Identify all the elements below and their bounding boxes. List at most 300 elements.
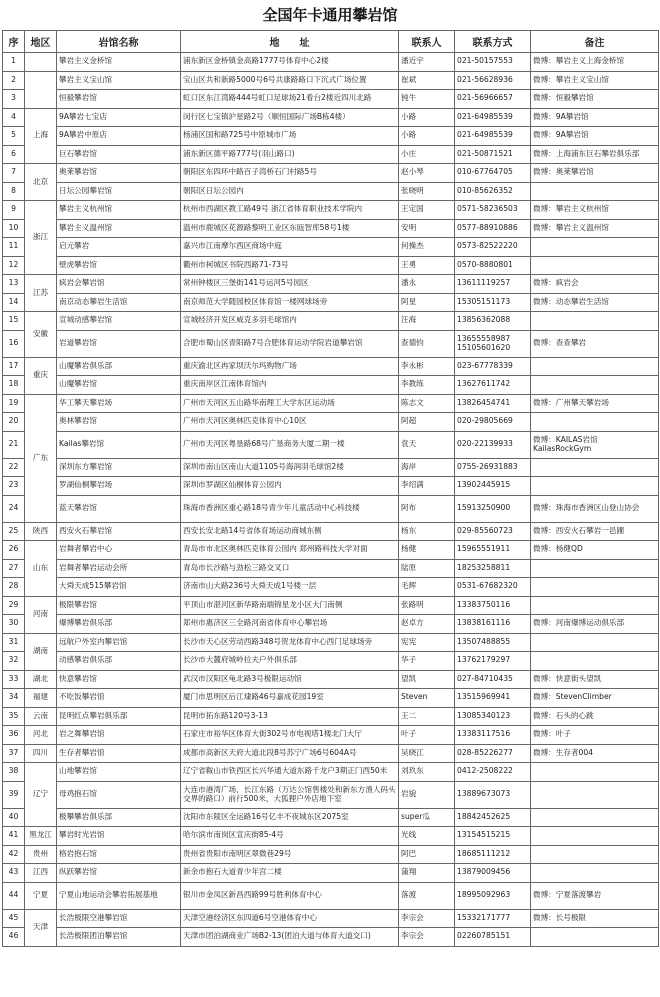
row-number: 29 xyxy=(3,596,25,615)
region-cell: 山东 xyxy=(25,541,57,597)
gym-name: 昆明红点攀岩俱乐部 xyxy=(57,707,181,726)
gym-name: 快意攀岩馆 xyxy=(57,670,181,689)
contact-person: 王二 xyxy=(399,707,455,726)
gym-name: 恒毅攀岩馆 xyxy=(57,90,181,109)
gym-address: 重庆渝北区冉家坝沃尔玛购物广场 xyxy=(181,357,399,376)
table-row xyxy=(3,596,659,615)
note-cell xyxy=(531,312,659,331)
contact-person: 钝牛 xyxy=(399,90,455,109)
gym-name: 山地攀岩馆 xyxy=(57,763,181,782)
note-cell: 微博：StevenClimber xyxy=(531,689,659,708)
note-cell xyxy=(531,458,659,477)
row-number: 23 xyxy=(3,477,25,496)
row-number: 30 xyxy=(3,615,25,634)
contact-person: 李永彬 xyxy=(399,357,455,376)
gym-name: 壁虎攀岩馆 xyxy=(57,256,181,275)
contact-person: 叶子 xyxy=(399,726,455,745)
region-cell: 上海 xyxy=(25,108,57,164)
gym-name: 长浩极限团泊攀岩馆 xyxy=(57,928,181,947)
gym-address: 济南市山大路236号大舜天成1号楼一层 xyxy=(181,578,399,597)
contact-phone: 021-50871521 xyxy=(455,145,531,164)
contact-person: 望凯 xyxy=(399,670,455,689)
gym-address: 温州市鹿城区花源路黎明工业区东瓯智库58号1楼 xyxy=(181,219,399,238)
note-cell xyxy=(531,357,659,376)
contact-phone: 0412-2508222 xyxy=(455,763,531,782)
contact-person: 王定国 xyxy=(399,201,455,220)
note-cell: 微博：杨健QD xyxy=(531,541,659,560)
table-row xyxy=(3,864,659,883)
note-cell xyxy=(531,652,659,671)
table-row xyxy=(3,633,659,652)
gym-name: 9A攀岩七宝店 xyxy=(57,108,181,127)
table-row xyxy=(3,458,659,477)
region-cell xyxy=(25,71,57,108)
region-cell: 贵州 xyxy=(25,845,57,864)
row-number: 43 xyxy=(3,864,25,883)
region-cell: 河南 xyxy=(25,596,57,633)
table-row xyxy=(3,71,659,90)
contact-person: 阿超 xyxy=(399,413,455,432)
gym-name: 爆博攀岩俱乐部 xyxy=(57,615,181,634)
contact-person: 蒲翔 xyxy=(399,864,455,883)
gym-address: 广州市天河区奥林匹克体育中心10区 xyxy=(181,413,399,432)
contact-phone: 13889673073 xyxy=(455,781,531,808)
row-number: 19 xyxy=(3,394,25,413)
contact-phone: 027-84710435 xyxy=(455,670,531,689)
contact-phone: 13826454741 xyxy=(455,394,531,413)
contact-person: 岩貌 xyxy=(399,781,455,808)
table-row xyxy=(3,357,659,376)
table-row xyxy=(3,541,659,560)
region-cell: 浙江 xyxy=(25,201,57,275)
header-row xyxy=(3,31,659,53)
gym-name: 攀岩主义金桥馆 xyxy=(57,53,181,72)
gym-address: 长沙市天心区劳动西路348号贺龙体育中心西门足球场旁 xyxy=(181,633,399,652)
contact-person: 李绍满 xyxy=(399,477,455,496)
contact-phone: 029-85560723 xyxy=(455,522,531,541)
row-number: 32 xyxy=(3,652,25,671)
region-cell: 福建 xyxy=(25,689,57,708)
gym-address: 辽宁省鞍山市铁西区长兴华通大道东路千龙户3期正门西50米 xyxy=(181,763,399,782)
contact-person: 安明 xyxy=(399,219,455,238)
contact-phone: 13838161116 xyxy=(455,615,531,634)
contact-person: 小路 xyxy=(399,127,455,146)
note-cell: 微博：叶子 xyxy=(531,726,659,745)
contact-phone: 0755-26931883 xyxy=(455,458,531,477)
note-cell: 微博：动态攀岩生活馆 xyxy=(531,293,659,312)
row-number: 22 xyxy=(3,458,25,477)
row-number: 17 xyxy=(3,357,25,376)
gym-address: 广州市天河区粤垦路68号广垦商务大厦二期一楼 xyxy=(181,431,399,458)
contact-phone: 13627611742 xyxy=(455,376,531,395)
contact-phone: 15332171777 xyxy=(455,909,531,928)
gym-address: 平顶山市湛河区新华路南端锦星龙小区大门南侧 xyxy=(181,596,399,615)
row-number: 26 xyxy=(3,541,25,560)
table-row xyxy=(3,578,659,597)
row-number: 11 xyxy=(3,238,25,257)
gym-address: 西安长安北路14号省体育场运动商城东侧 xyxy=(181,522,399,541)
gym-address: 虹口区东江湾路444号虹口足球场21看台2楼近四川北路 xyxy=(181,90,399,109)
gym-name: 生存者攀岩馆 xyxy=(57,744,181,763)
note-cell xyxy=(531,256,659,275)
table-row xyxy=(3,781,659,808)
contact-phone: 18995092963 xyxy=(455,882,531,909)
contact-person: 海岸 xyxy=(399,458,455,477)
contact-person: Steven xyxy=(399,689,455,708)
note-cell: 微博：西安火石攀岩一邑圃 xyxy=(531,522,659,541)
contact-phone: 18253258811 xyxy=(455,559,531,578)
gym-address: 浦东新区金桥镇金高路1777号体育中心2楼 xyxy=(181,53,399,72)
contact-person: 刘玖东 xyxy=(399,763,455,782)
row-number: 3 xyxy=(3,90,25,109)
contact-phone: 13154515215 xyxy=(455,827,531,846)
table-row xyxy=(3,238,659,257)
gym-address: 昆明市拓东路120号3-13 xyxy=(181,707,399,726)
contact-phone: 021-56966657 xyxy=(455,90,531,109)
row-number: 35 xyxy=(3,707,25,726)
table-row xyxy=(3,376,659,395)
contact-phone: 15913250900 xyxy=(455,495,531,522)
table-row xyxy=(3,670,659,689)
contact-phone: 023-67778339 xyxy=(455,357,531,376)
note-cell xyxy=(531,376,659,395)
contact-person: 小庄 xyxy=(399,145,455,164)
contact-phone: 13383750116 xyxy=(455,596,531,615)
contact-phone: 028-85226277 xyxy=(455,744,531,763)
contact-phone: 13383117516 xyxy=(455,726,531,745)
row-number: 1 xyxy=(3,53,25,72)
gym-address: 贵州省贵阳市南明区翠微巷29号 xyxy=(181,845,399,864)
header-note: 备注 xyxy=(531,31,659,53)
page-title: 全国年卡通用攀岩馆 xyxy=(262,6,398,24)
table-row xyxy=(3,90,659,109)
gym-address: 闵行区七宝镇沪星路2号（顺恒国际广场B栋4楼） xyxy=(181,108,399,127)
contact-phone: 13515969941 xyxy=(455,689,531,708)
table-body xyxy=(3,53,659,947)
row-number: 8 xyxy=(3,182,25,201)
note-cell: 微博：KAILAS岩馆 KailasRockGym xyxy=(531,431,659,458)
table-row xyxy=(3,522,659,541)
note-cell: 微博：河南爆博运动俱乐部 xyxy=(531,615,659,634)
note-cell: 微博：上海浦东巨石攀岩俱乐部 xyxy=(531,145,659,164)
row-number: 41 xyxy=(3,827,25,846)
gym-name: 巨石攀岩馆 xyxy=(57,145,181,164)
note-cell xyxy=(531,559,659,578)
gym-name: 9A攀岩中原店 xyxy=(57,127,181,146)
contact-person: 李教练 xyxy=(399,376,455,395)
gym-name: 攀岩主义温州馆 xyxy=(57,219,181,238)
gym-address: 嘉兴市江南摩尔西区商场中庭 xyxy=(181,238,399,257)
gym-address: 成都市高新区天府大道北段8号苏宁广场6号604A号 xyxy=(181,744,399,763)
row-number: 31 xyxy=(3,633,25,652)
region-cell: 广东 xyxy=(25,394,57,522)
note-cell: 微博：宁夏落渡攀岩 xyxy=(531,882,659,909)
gym-name: 母鸡抱石馆 xyxy=(57,781,181,808)
row-number: 7 xyxy=(3,164,25,183)
row-number: 37 xyxy=(3,744,25,763)
gym-address: 宣城经济开发区威克多羽毛球馆内 xyxy=(181,312,399,331)
contact-phone: 15965551911 xyxy=(455,541,531,560)
row-number: 40 xyxy=(3,808,25,827)
table-row xyxy=(3,164,659,183)
gym-name: 岩道攀岩馆 xyxy=(57,330,181,357)
gym-name: 奥林攀岩馆 xyxy=(57,413,181,432)
row-number: 36 xyxy=(3,726,25,745)
gym-address: 珠海市香洲区重心路18号青少年儿童活动中心科技楼 xyxy=(181,495,399,522)
gym-address: 郑州市惠济区三全路河南省体育中心攀岩场 xyxy=(181,615,399,634)
table-row xyxy=(3,477,659,496)
note-cell xyxy=(531,845,659,864)
header-phone: 联系方式 xyxy=(455,31,531,53)
table-row xyxy=(3,330,659,357)
gym-address: 深圳市罗湖区仙桐体育公园内 xyxy=(181,477,399,496)
contact-phone: 010-85626352 xyxy=(455,182,531,201)
table-row xyxy=(3,707,659,726)
contact-person: 张路明 xyxy=(399,596,455,615)
gym-name: 格岩抱石馆 xyxy=(57,845,181,864)
gym-address: 天津市团泊湖商业广场B2-13(团泊大道与体育大道交口) xyxy=(181,928,399,947)
contact-phone: 18685111212 xyxy=(455,845,531,864)
row-number: 5 xyxy=(3,127,25,146)
contact-person: 宪宪 xyxy=(399,633,455,652)
table-row xyxy=(3,219,659,238)
table-row xyxy=(3,909,659,928)
note-cell xyxy=(531,781,659,808)
note-cell: 微博：长号极限 xyxy=(531,909,659,928)
contact-phone: 021-64985539 xyxy=(455,127,531,146)
gym-address: 杨浦区国和路725号中原城市广场 xyxy=(181,127,399,146)
contact-phone: 02260785151 xyxy=(455,928,531,947)
contact-phone: 13762179297 xyxy=(455,652,531,671)
gym-name: 奥莱攀岩馆 xyxy=(57,164,181,183)
contact-phone: 021-64985539 xyxy=(455,108,531,127)
table-row xyxy=(3,744,659,763)
gym-name: 大舜天成515攀岩馆 xyxy=(57,578,181,597)
contact-phone: 010-67764705 xyxy=(455,164,531,183)
region-cell: 云南 xyxy=(25,707,57,726)
gym-address: 朝阳区日坛公园内 xyxy=(181,182,399,201)
contact-phone: 021-56628936 xyxy=(455,71,531,90)
row-number: 38 xyxy=(3,763,25,782)
gym-name: 岩之舞攀岩馆 xyxy=(57,726,181,745)
region-cell: 湖南 xyxy=(25,633,57,670)
row-number: 4 xyxy=(3,108,25,127)
contact-phone: 0577-88910886 xyxy=(455,219,531,238)
table-row xyxy=(3,763,659,782)
row-number: 2 xyxy=(3,71,25,90)
contact-phone: 18842452625 xyxy=(455,808,531,827)
note-cell: 微博：攀岩主义杭州馆 xyxy=(531,201,659,220)
contact-person: 陈志文 xyxy=(399,394,455,413)
region-cell: 四川 xyxy=(25,744,57,763)
contact-person: 潘近宇 xyxy=(399,53,455,72)
contact-person: 落渡 xyxy=(399,882,455,909)
contact-person: 华子 xyxy=(399,652,455,671)
gym-name: 罗湖仙桐攀岩场 xyxy=(57,477,181,496)
row-number: 10 xyxy=(3,219,25,238)
region-cell: 重庆 xyxy=(25,357,57,394)
table-row xyxy=(3,293,659,312)
row-number: 21 xyxy=(3,431,25,458)
gym-name: 南京动态攀岩生活馆 xyxy=(57,293,181,312)
gym-name: 深圳东方攀岩馆 xyxy=(57,458,181,477)
contact-person: 何操杰 xyxy=(399,238,455,257)
table-row xyxy=(3,495,659,522)
header-no: 序 xyxy=(3,31,25,53)
row-number: 14 xyxy=(3,293,25,312)
table-row xyxy=(3,882,659,909)
row-number: 46 xyxy=(3,928,25,947)
note-cell xyxy=(531,808,659,827)
note-cell: 微博：珠海市香洲区山登山协会 xyxy=(531,495,659,522)
row-number: 15 xyxy=(3,312,25,331)
gym-table xyxy=(2,30,659,947)
gym-address: 重庆南岸区江南体育馆内 xyxy=(181,376,399,395)
gym-name: 远航户外室内攀岩馆 xyxy=(57,633,181,652)
row-number: 16 xyxy=(3,330,25,357)
gym-address: 宝山区共和新路5000号6号共康路路口下沉式广场位置 xyxy=(181,71,399,90)
gym-name: 山魔攀岩俱乐部 xyxy=(57,357,181,376)
note-cell: 微博：攀岩主义上海金桥馆 xyxy=(531,53,659,72)
table-row xyxy=(3,182,659,201)
row-number: 25 xyxy=(3,522,25,541)
contact-phone: 0573-82522220 xyxy=(455,238,531,257)
region-cell: 黑龙江 xyxy=(25,827,57,846)
row-number: 34 xyxy=(3,689,25,708)
contact-person: 潘永 xyxy=(399,275,455,294)
gym-address: 深圳市南山区南山大道1105号海润羽毛球馆2楼 xyxy=(181,458,399,477)
row-number: 44 xyxy=(3,882,25,909)
gym-address: 青岛市长沙路与劲松三路交叉口 xyxy=(181,559,399,578)
contact-person: 吴晓江 xyxy=(399,744,455,763)
table-row xyxy=(3,127,659,146)
row-number: 24 xyxy=(3,495,25,522)
note-cell: 微博：疯岩会 xyxy=(531,275,659,294)
contact-phone: 020-29805669 xyxy=(455,413,531,432)
contact-phone: 13856362088 xyxy=(455,312,531,331)
gym-address: 浦东新区德平路777号(羽山路口) xyxy=(181,145,399,164)
gym-address: 杭州市西湖区教工路49号 浙江省体育职业技术学院内 xyxy=(181,201,399,220)
gym-address: 长沙市大麓府城岭拉夫户外俱乐部 xyxy=(181,652,399,671)
table-row xyxy=(3,108,659,127)
row-number: 45 xyxy=(3,909,25,928)
gym-address: 大连市港湾广场，长江东路（万达公馆售楼处和新东方渔人码头交界的路口）前行500米，大狐狸户外店地下室 xyxy=(181,781,399,808)
gym-name: 不吃饭攀岩馆 xyxy=(57,689,181,708)
note-cell xyxy=(531,182,659,201)
gym-name: 西安火石攀岩馆 xyxy=(57,522,181,541)
gym-name: 纵跃攀岩馆 xyxy=(57,864,181,883)
note-cell: 微博：9A攀岩馆 xyxy=(531,108,659,127)
contact-phone: 0571-58236503 xyxy=(455,201,531,220)
contact-person: 毛辉 xyxy=(399,578,455,597)
note-cell: 微博：9A攀岩馆 xyxy=(531,127,659,146)
contact-person: 阿星 xyxy=(399,293,455,312)
row-number: 27 xyxy=(3,559,25,578)
region-cell: 陕西 xyxy=(25,522,57,541)
gym-address: 广州市天河区五山路华南理工大学东区运动场 xyxy=(181,394,399,413)
table-row xyxy=(3,559,659,578)
contact-person: 陆原 xyxy=(399,559,455,578)
gym-name: 长浩极限空港攀岩馆 xyxy=(57,909,181,928)
contact-person: 崔斌 xyxy=(399,71,455,90)
contact-phone: 0570-8880801 xyxy=(455,256,531,275)
gym-address: 青岛市市北区奥林匹克体育公园内 郑州路科技大学对面 xyxy=(181,541,399,560)
contact-phone: 13879009456 xyxy=(455,864,531,883)
row-number: 6 xyxy=(3,145,25,164)
gym-name: 日坛公园攀岩馆 xyxy=(57,182,181,201)
note-cell: 微博：广州攀天攀岩场 xyxy=(531,394,659,413)
note-cell: 微博：奥莱攀岩馆 xyxy=(531,164,659,183)
contact-person: 杨东 xyxy=(399,522,455,541)
note-cell xyxy=(531,928,659,947)
region-cell: 江西 xyxy=(25,864,57,883)
contact-person: 李宗会 xyxy=(399,909,455,928)
contact-person: 汪海 xyxy=(399,312,455,331)
gym-address: 银川市金凤区新昌西路99号胜利体育中心 xyxy=(181,882,399,909)
row-number: 18 xyxy=(3,376,25,395)
gym-address: 厦门市思明区后江埭路46号嘉成花园19室 xyxy=(181,689,399,708)
gym-address: 石家庄市裕华区体育大街302号市电视塔1楼北门大厅 xyxy=(181,726,399,745)
note-cell xyxy=(531,633,659,652)
table-row xyxy=(3,827,659,846)
gym-address: 哈尔滨市南岗区宣庆街85-4号 xyxy=(181,827,399,846)
table-row xyxy=(3,256,659,275)
contact-phone: 13085340123 xyxy=(455,707,531,726)
gym-name: 极攀攀岩俱乐部 xyxy=(57,808,181,827)
gym-address: 常州钟楼区三堡街141号运河5号园区 xyxy=(181,275,399,294)
note-cell xyxy=(531,864,659,883)
contact-person: 查德钧 xyxy=(399,330,455,357)
region-cell: 天津 xyxy=(25,909,57,946)
gym-address: 合肥市蜀山区青阳路7号合肥体育运动学院岩道攀岩馆 xyxy=(181,330,399,357)
gym-address: 新余市抱石大道青少年宫二楼 xyxy=(181,864,399,883)
region-cell: 安徽 xyxy=(25,312,57,358)
gym-name: 动感攀岩俱乐部 xyxy=(57,652,181,671)
contact-phone: 020-22139933 xyxy=(455,431,531,458)
note-cell: 微博：生存者004 xyxy=(531,744,659,763)
region-cell: 河北 xyxy=(25,726,57,745)
gym-address: 沈阳市东陵区全运路16号亿丰不夜城东区2075室 xyxy=(181,808,399,827)
gym-name: 攀岩主义杭州馆 xyxy=(57,201,181,220)
note-cell xyxy=(531,596,659,615)
row-number: 42 xyxy=(3,845,25,864)
contact-person: 杨健 xyxy=(399,541,455,560)
gym-name: 攀岩时光岩馆 xyxy=(57,827,181,846)
table-row xyxy=(3,928,659,947)
gym-address: 武汉市汉阳区龟北路3号极限运动馆 xyxy=(181,670,399,689)
table-row xyxy=(3,808,659,827)
gym-name: 疯岩会攀岩馆 xyxy=(57,275,181,294)
row-number: 39 xyxy=(3,781,25,808)
gym-name: 宁夏山地运动会攀岩拓展基地 xyxy=(57,882,181,909)
header-address: 地 址 xyxy=(181,31,399,53)
table-row xyxy=(3,312,659,331)
header-region: 地区 xyxy=(25,31,57,53)
note-cell: 微博：攀岩主义温州馆 xyxy=(531,219,659,238)
contact-person: 光线 xyxy=(399,827,455,846)
contact-person: 袁天 xyxy=(399,431,455,458)
region-cell: 江苏 xyxy=(25,275,57,312)
note-cell xyxy=(531,827,659,846)
contact-person: 阿巴 xyxy=(399,845,455,864)
gym-name: 宣城动感攀岩馆 xyxy=(57,312,181,331)
table-row xyxy=(3,53,659,72)
note-cell: 微博：石头的心跳 xyxy=(531,707,659,726)
contact-person: super瓜 xyxy=(399,808,455,827)
note-cell: 微博：攀岩主义宝山馆 xyxy=(531,71,659,90)
region-cell: 湖北 xyxy=(25,670,57,689)
region-cell: 辽宁 xyxy=(25,763,57,827)
